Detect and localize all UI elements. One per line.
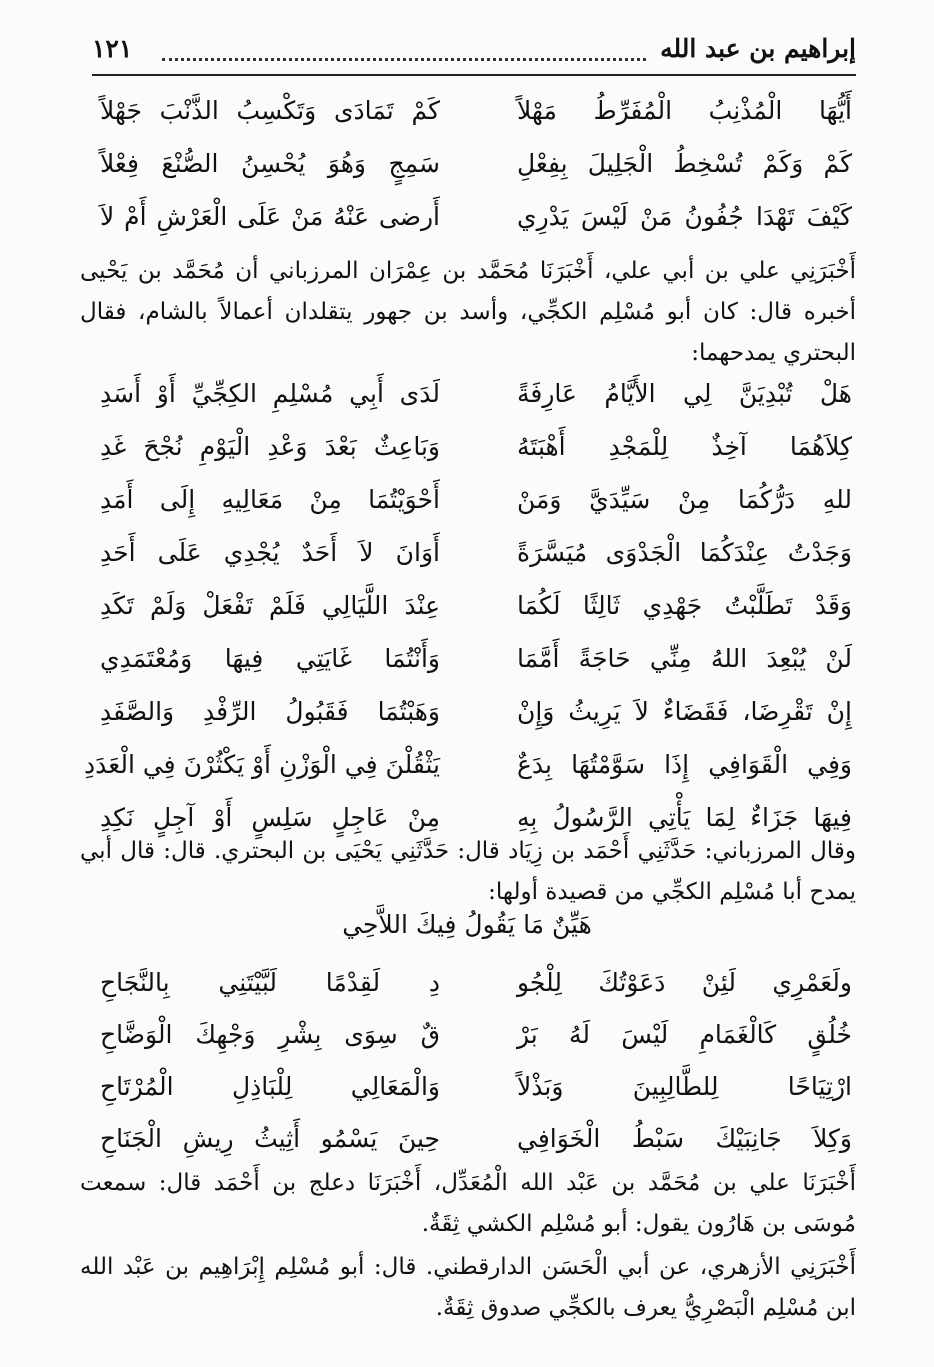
prose-paragraph: أَخْبَرَنِي الأزهري، عن أبي الْحَسَن الدارقطني. قال: أبو مُسْلِم إِبْرَاهِيم بن عَبْد الله ابن مُسْلِم الْبَصْرِيُّ يعرف بالكجِّي صدوق ثِقَةٌ. [80, 1254, 856, 1321]
verse-first-hemistich: خُلُقٍ كَالْغَمَامِ لَيْسَ لَهُ بَرْ [517, 1020, 852, 1049]
verse-line [100, 1064, 852, 1110]
verse-line [100, 141, 852, 187]
prose-paragraph: أَخْبَرَنِي علي بن أبي علي، أَخْبَرَنَا مُحَمَّد بن عِمْرَان المرزباني أن مُحَمَّد بن يَحْيى أخبره قال: كان أبو مُسْلِم الكجِّي، وأسد بن جهور يتقلدان أعمالاً بالشام، فقال البحتري يمدحهما: [80, 258, 856, 366]
verse-second-hemistich: أَرضى عَنْهُ مَنْ عَلَى الْعَرْشِ أَمْ لاَ [100, 202, 440, 231]
verse-second-hemistich: كَمْ تَمَادَى وَتَكْسِبُ الذَّنْبَ جَهْلاً [100, 96, 440, 125]
verse-second-hemistich: عِنْدَ اللَّيَالِي فَلَمْ تَفْعَلْ وَلَمْ تَكَدِ [100, 591, 440, 620]
verse-line [100, 530, 852, 576]
verse-second-hemistich: مِنْ عَاجِلٍ سَلِسٍ أَوْ آجِلٍ نَكِدِ [100, 803, 440, 832]
verse-first-hemistich: أَيُّهَا الْمُذْنِبُ الْمُفَرِّطُ مَهْلاً [517, 96, 852, 125]
verse-first-hemistich: للهِ دَرُّكُمَا مِنْ سَيِّدَيَّ وَمَنْ [517, 485, 852, 514]
verse-first-hemistich: وَكِلاَ جَانِبَيْكَ سَبْطُ الْخَوَافِي [517, 1124, 852, 1153]
verse-first-hemistich: كَمْ وَكَمْ تُسْخِطُ الْجَلِيلَ بِفِعْلِ [517, 149, 852, 178]
verse-first-hemistich: هَلْ تُبْدِيَنَّ لِي الأَيَّامُ عَارِفَةً [517, 379, 852, 408]
verse-first-hemistich: فِيهَا جَزَاءٌ لِمَا يَأْتِي الرَّسُولُ بِهِ [517, 803, 852, 832]
verse-line [100, 689, 852, 735]
verse-first-hemistich: إِنْ تَقْرِضَا، فَقَضَاءٌ لاَ يَرِيثُ وَإِنْ [517, 697, 852, 726]
verse-line [100, 424, 852, 470]
header-dotted-leader [162, 58, 646, 61]
verse-line [100, 88, 852, 134]
verse-line [100, 636, 852, 682]
verse-first-hemistich: كَيْفَ تَهْدَا جُفُونُ مَنْ لَيْسَ يَدْرِي [517, 202, 852, 231]
verse-second-hemistich: سَمِجٍ وَهُوَ يُحْسِنُ الصُّنْعَ فِعْلاً [100, 149, 440, 178]
running-header [92, 30, 856, 76]
prose-paragraph: أَخْبَرَنَا علي بن مُحَمَّد بن عَبْد الله الْمُعَدِّل، أَخْبَرَنَا دعلج بن أَحْمَد قال: سمعت مُوسَى بن هَارُون يقول: أبو مُسْلِم الكشي ثِقَةٌ. [80, 1170, 856, 1237]
poem-opening-line: هَيِّنٌ مَا يَقُولُ فِيكَ اللاَّحِي [342, 910, 592, 939]
verse-first-hemistich: وَفِي الْقَوَافِي إِذَا سَوَّمْتُهَا بِدَعٌ [517, 750, 852, 779]
verse-first-hemistich: كِلاَهُمَا آخِذٌ لِلْمَجْدِ أَهْبَتَهُ [517, 432, 852, 461]
prose-paragraph: وقال المرزباني: حَدَّثَنِي أَحْمَد بن زِيَاد قال: حَدَّثَنِي يَحْيَى بن البحتري. قال: قال أبي يمدح أبا مُسْلِم الكجِّي من قصيدة أولها: [80, 838, 856, 905]
verse-line [100, 1116, 852, 1162]
verse-second-hemistich: حِينَ يَسْمُو أَثِيثُ رِيشِ الْجَنَاحِ [100, 1124, 440, 1153]
verse-line [100, 194, 852, 240]
verse-first-hemistich: ولَعَمْرِي لَئِنْ دَعَوْتُكَ لِلْجُو [517, 968, 852, 997]
verse-line [100, 477, 852, 523]
verse-second-hemistich: أَوَانَ لاَ أَحَدٌ يُجْدِي عَلَى أَحَدِ [100, 538, 440, 567]
verse-line [84, 742, 852, 788]
verse-first-hemistich: وَقَدْ تَطَلَّبْتُ جَهْدِي ثَالِثًا لَكُمَا [517, 591, 852, 620]
verse-second-hemistich: وَبَاعِثٌ بَعْدَ وَعْدِ الْيَوْمِ نُجْحَ غَدِ [100, 432, 440, 461]
verse-first-hemistich: وَجَدْتُ عِنْدَكُمَا الْجَدْوَى مُيَسَّرَةً [517, 538, 852, 567]
verse-first-hemistich: لَنْ يُبْعِدَ اللهُ مِنِّي حَاجَةً أَمَّمَا [517, 644, 852, 673]
verse-line [100, 371, 852, 417]
verse-second-hemistich: وَالْمَعَالِي لِلْبَاذِلِ الْمُرْتَاحِ [100, 1072, 440, 1101]
verse-second-hemistich: دِ لَقِدْمًا لَبَّيْتَنِي بِالنَّجَاحِ [100, 968, 440, 997]
verse-line [100, 1012, 852, 1058]
verse-second-hemistich: يَثْقُلْنَ فِي الْوَزْنِ أَوْ يَكْثُرْنَ فِي الْعَدَدِ [84, 750, 440, 779]
verse-second-hemistich: قٌ سِوَى بِشْرِ وَجْهِكَ الْوَضَّاحِ [100, 1020, 440, 1049]
verse-first-hemistich: ارْتِيَاحًا لِلطَّالِبِينَ وَبَذْلاً [517, 1072, 852, 1101]
verse-second-hemistich: وَأَنْتُمَا غَايَتِي فِيهَا وَمُعْتَمَدِي [100, 644, 440, 673]
page-number: ١٢١ [92, 34, 133, 63]
verse-second-hemistich: لَدَى أَبِي مُسْلِمِ الكِجِّيِّ أَوْ أَسَدِ [100, 379, 440, 408]
verse-line [100, 583, 852, 629]
verse-second-hemistich: وَهَبْتُمَا فَقَبُولُ الرِّفْدِ وَالصَّفَدِ [100, 697, 440, 726]
verse-line [100, 960, 852, 1006]
header-title: إبراهيم بن عبد الله [660, 34, 856, 63]
verse-second-hemistich: أَحْوَيْتُمَا مِنْ مَعَالِيهِ إِلَى أَمَدِ [100, 485, 440, 514]
